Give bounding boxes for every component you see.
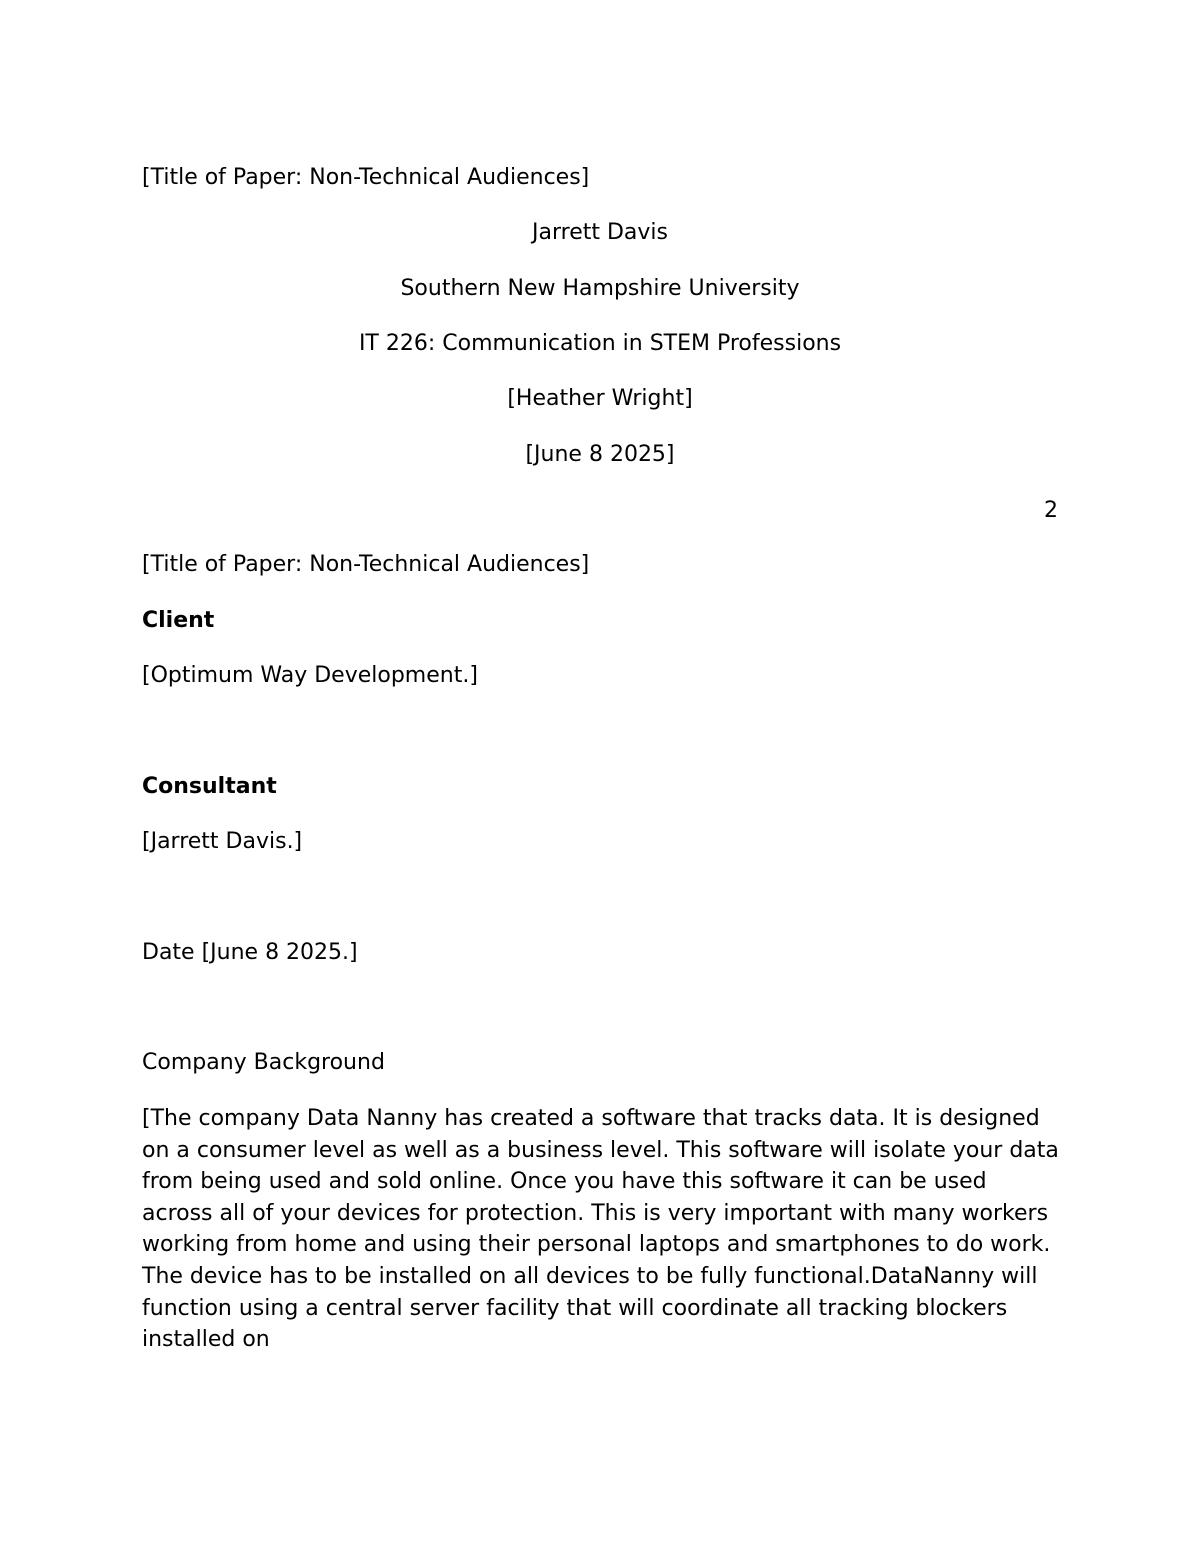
page2-title: [Title of Paper: Non-Technical Audiences] (142, 552, 590, 577)
background-paragraph: [The company Data Nanny has created a software that tracks data. It is designed on a consumer level as well as a business level. This software will isolate your data from being used and sold online. Once you have this software it can be used across all of your devices for protection. This is very important with many workers working from home and using their personal laptops and smartphones to do work. The device has to be installed on all devices to be fully functional.DataNanny will function using a central server facility that will coordinate all tracking blockers installed on (142, 1106, 1059, 1353)
institution-name: Southern New Hampshire University (400, 276, 800, 301)
consultant-value: [Jarrett Davis.] (142, 829, 303, 854)
client-heading: Client (142, 608, 215, 633)
client-value: [Optimum Way Development.] (142, 663, 478, 688)
page-number: 2 (1044, 498, 1058, 523)
date-line: Date [June 8 2025.] (142, 940, 358, 965)
consultant-heading: Consultant (142, 774, 277, 799)
submission-date: [June 8 2025] (525, 442, 675, 467)
paper-title: [Title of Paper: Non-Technical Audiences] (142, 165, 590, 190)
course-name: IT 226: Communication in STEM Professions (358, 331, 842, 356)
author-name: Jarrett Davis (532, 220, 668, 245)
instructor-name: [Heather Wright] (507, 386, 693, 411)
background-heading: Company Background (142, 1050, 385, 1075)
